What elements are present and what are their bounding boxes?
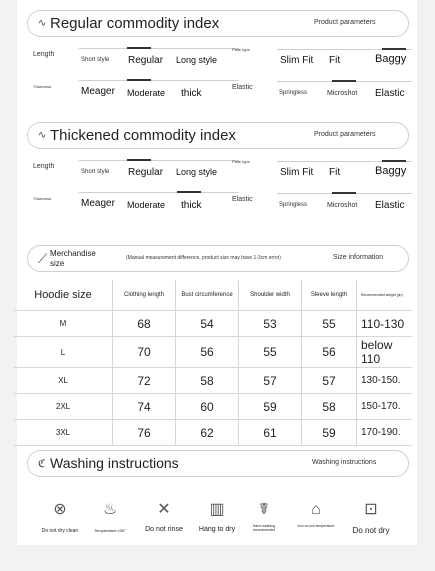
- table-cell: 56: [176, 337, 239, 368]
- column-header: Hoodie size: [14, 280, 113, 311]
- table-cell: 57: [239, 368, 302, 394]
- table-cell: 68: [113, 311, 176, 337]
- regular-thickness-row: [27, 78, 409, 108]
- care-label: Iron on low temperature: [297, 524, 335, 528]
- option: Long style: [176, 167, 218, 177]
- washing-header: [27, 450, 409, 477]
- care-item: [36, 500, 84, 534]
- table-cell: 56: [302, 337, 357, 368]
- table-cell: 54: [176, 311, 239, 337]
- option: Fit: [329, 55, 341, 66]
- table-cell: below 110: [357, 337, 413, 368]
- option: Slim Fit: [280, 55, 314, 66]
- option: Springless: [279, 202, 308, 208]
- care-label: Hand washing recommended: [252, 524, 276, 532]
- section-right-label: Washing instructions: [312, 459, 377, 466]
- option-selected: thick: [181, 200, 202, 211]
- table-cell: 130-150.: [357, 368, 413, 394]
- option: Short style: [81, 57, 110, 63]
- option: Meager: [81, 198, 115, 209]
- care-label: Do not dry clean: [41, 528, 79, 534]
- table-cell: 150-170.: [357, 394, 413, 420]
- ruler-icon: ⟋: [38, 251, 48, 266]
- option: Microshot: [327, 90, 358, 97]
- option: Microshot: [327, 202, 358, 209]
- regular-index-header: [27, 10, 409, 37]
- thickness-label: Thickness: [33, 196, 52, 201]
- elastic-label: Elastic: [232, 196, 253, 203]
- section-right-label: Product parameters: [314, 131, 376, 138]
- merchandise-size-header: [27, 245, 409, 272]
- section-title: Washing instructions: [50, 455, 179, 471]
- option: Fit: [329, 167, 341, 178]
- thickened-length-row: [27, 157, 409, 187]
- table-cell: 55: [239, 337, 302, 368]
- table-cell: 60: [176, 394, 239, 420]
- care-item: [88, 500, 132, 533]
- table-cell: 110-130: [357, 311, 413, 337]
- table-cell: 74: [113, 394, 176, 420]
- column-header: Shoulder width: [239, 280, 302, 311]
- care-label: Hang to dry: [198, 526, 236, 533]
- section-right-label: Product parameters: [314, 19, 376, 26]
- column-header: Recommended weight (jin): [357, 280, 413, 311]
- care-label: Do not rinse: [145, 526, 183, 533]
- option: Short style: [81, 169, 110, 175]
- length-label: Length: [33, 163, 55, 170]
- option: Moderate: [127, 200, 166, 210]
- elastic-label: Elastic: [232, 84, 253, 91]
- thickened-thickness-row: [27, 190, 409, 220]
- care-item: [244, 500, 284, 532]
- thickened-index-header: [27, 122, 409, 149]
- regular-length-row: [27, 45, 409, 75]
- option: Long style: [176, 55, 218, 65]
- option-selected: Elastic: [375, 88, 405, 99]
- table-cell: 59: [239, 394, 302, 420]
- table-cell: 55: [302, 311, 357, 337]
- table-row: [14, 368, 412, 394]
- tilde-icon: ∿: [38, 130, 47, 141]
- plate-type-label: Plate type: [232, 159, 250, 164]
- column-header: Bust circumference: [176, 280, 239, 311]
- hand-wash-icon: ☤: [258, 501, 270, 518]
- table-cell: 2XL: [14, 394, 113, 420]
- table-cell: 53: [239, 311, 302, 337]
- care-item: [296, 500, 336, 528]
- plate-type-label: Plate type: [232, 47, 250, 52]
- length-label: Length: [33, 51, 55, 58]
- table-cell: 58: [302, 394, 357, 420]
- table-row: [14, 420, 412, 446]
- care-item: [348, 500, 394, 535]
- care-label: Do not dry: [352, 526, 390, 535]
- care-item: [193, 500, 241, 533]
- table-cell: 59: [302, 420, 357, 446]
- no-dry-clean-icon: ⊗: [53, 501, 67, 518]
- section-title: Thickened commodity index: [50, 127, 236, 144]
- option-selected: Regular: [128, 167, 164, 178]
- table-cell: 170-190.: [357, 420, 413, 446]
- table-row: [14, 394, 412, 420]
- column-header: Clothing length: [113, 280, 176, 311]
- hang-dry-icon: ▥: [209, 501, 225, 518]
- care-item: [138, 500, 190, 533]
- table-header-row: [14, 280, 412, 311]
- care-label: Temperature ≤30°: [94, 528, 126, 533]
- section-title: Merchandise size: [50, 249, 96, 268]
- option: Slim Fit: [280, 167, 314, 178]
- table-cell: 61: [239, 420, 302, 446]
- option-selected: Regular: [128, 55, 164, 66]
- no-bleach-icon: ✕: [157, 501, 171, 518]
- size-table: [14, 280, 412, 446]
- care-icon: ℭ: [38, 458, 46, 470]
- option: Elastic: [375, 200, 405, 211]
- option-selected: Baggy: [375, 53, 407, 65]
- no-tumble-dry-icon: ⊡: [364, 501, 378, 518]
- option: Moderate: [127, 88, 166, 98]
- table-cell: M: [14, 311, 113, 337]
- table-row: [14, 337, 412, 368]
- thickness-label: Thickness: [33, 84, 52, 89]
- column-header: Sleeve length: [302, 280, 357, 311]
- table-cell: 76: [113, 420, 176, 446]
- iron-low-icon: ⌂: [311, 501, 321, 518]
- table-cell: 70: [113, 337, 176, 368]
- table-cell: 72: [113, 368, 176, 394]
- tilde-icon: ∿: [38, 18, 47, 29]
- section-right-label: Size information: [333, 254, 384, 261]
- option: thick: [181, 88, 202, 99]
- option-selected: Baggy: [375, 165, 407, 177]
- option-selected: Meager: [81, 86, 115, 97]
- table-cell: XL: [14, 368, 113, 394]
- option: Springless: [279, 90, 308, 96]
- table-cell: 57: [302, 368, 357, 394]
- table-row: [14, 311, 412, 337]
- table-cell: 62: [176, 420, 239, 446]
- size-note: (Manual measurement difference, product size may have 1-3cm error): [126, 255, 281, 261]
- section-title: Regular commodity index: [50, 15, 220, 32]
- wash-30-icon: ♨: [102, 501, 118, 518]
- table-cell: 3XL: [14, 420, 113, 446]
- table-cell: L: [14, 337, 113, 368]
- table-cell: 58: [176, 368, 239, 394]
